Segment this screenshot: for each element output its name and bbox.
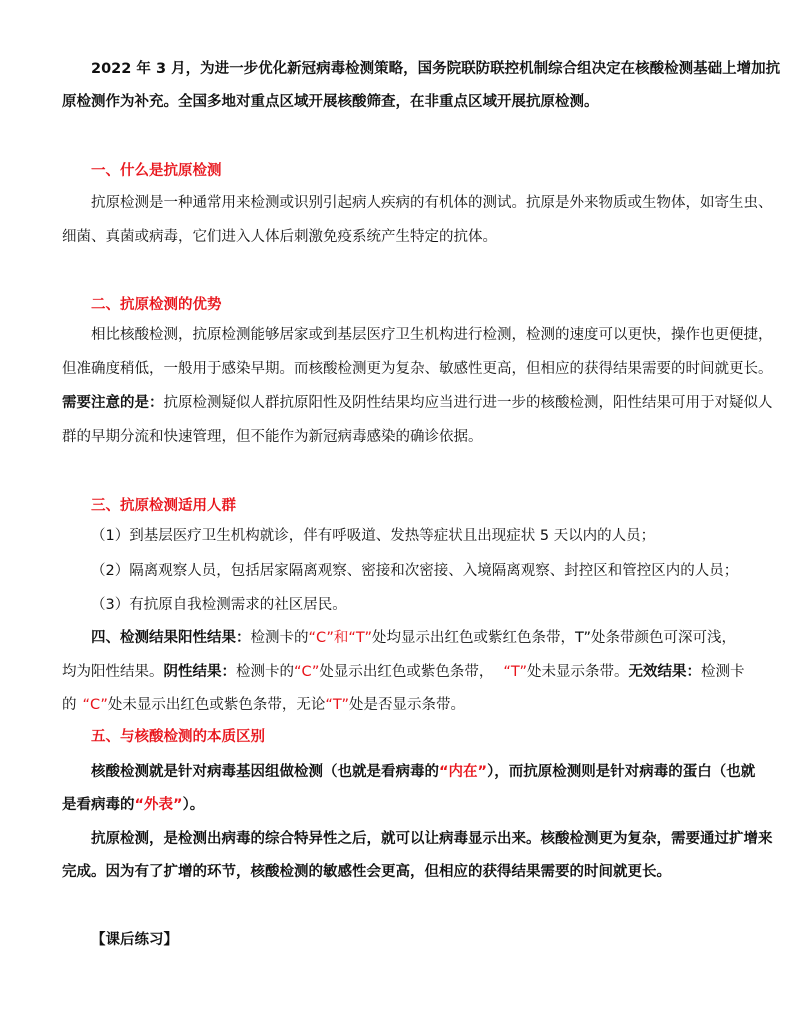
section-3-item-1: （1）到基层医疗卫生机构就诊，伴有呼吸道、发热等症状且出现症状 5 天以内的人员； [91,528,656,544]
section-3-heading: 三、抗原检测适用人群 [91,498,236,514]
text-span: ）。 [182,797,205,813]
text-span: 处是否显示条带。 [348,697,465,713]
practice-label: 【课后练习】 [91,932,178,948]
invalid-label: 无效结果： [628,664,701,680]
text-span: 检测卡的 [236,664,294,680]
c-marker: “C” [82,697,108,713]
text-span: ），而抗原检测则是针对病毒的蛋白（也就 [487,764,756,780]
section-5-line-3: 抗原检测，是检测出病毒的综合特异性之后，就可以让病毒显示出来。核酸检测更为复杂，需要通过扩增来 [91,831,773,847]
section-1-line-1: 抗原检测是一种通常用来检测或识别引起病人疾病的有机体的测试。抗原是外来物质或生物体，如寄生虫、 [91,195,773,211]
text-span: 处未显示条带。 [526,664,629,680]
text-span: 核酸检测就是针对病毒基因组做检测（也就是看病毒的 [91,764,439,780]
text-span: 均为阳性结果。 [62,664,164,680]
intro-line-1: 2022 年 3 月，为进一步优化新冠病毒检测策略，国务院联防联控机制综合组决定在核酸检测基础上增加抗 [91,61,781,77]
section-2-heading: 二、抗原检测的优势 [91,297,222,313]
negative-label: 阴性结果： [163,664,236,680]
ct-marker: “C”和“T” [308,630,372,646]
section-5-line-2 [62,795,204,815]
text-span: 处未显示出红色或紫色条带，无论 [107,697,326,713]
section-3-item-3: （3）有抗原自我检测需求的社区居民。 [91,597,347,613]
section-2-line-2: 但准确度稍低，一般用于感染早期。而核酸检测更为复杂、敏感性更高，但相应的获得结果需要的时间就更长。 [62,361,773,377]
section-1-heading: 一、什么是抗原检测 [91,163,222,179]
section-2-note-line-1 [62,393,773,413]
section-4-line-3 [62,695,465,715]
inner-marker: “内在” [439,764,488,780]
t-marker: “T” [325,697,349,713]
text-span: 处均显示出红色或紫红色条带，T”处条带颜色可深可浅， [371,630,737,646]
t-marker: “T” [503,664,527,680]
outer-marker: “外表” [134,797,183,813]
text-span: 检测卡的 [250,630,309,646]
text-span: 处显示出红色或紫色条带， [319,664,494,680]
section-4-line-2 [62,662,744,682]
intro-line-2: 原检测作为补充。全国多地对重点区域开展核酸筛查，在非重点区域开展抗原检测。 [62,94,599,110]
note-label: 需要注意的是： [62,395,164,411]
section-1-line-2: 细菌、真菌或病毒，它们进入人体后刺激免疫系统产生特定的抗体。 [62,229,497,245]
section-3-item-2: （2）隔离观察人员，包括居家隔离观察、密接和次密接、入境隔离观察、封控区和管控区内的人员； [91,563,739,579]
positive-label: 四、检测结果阳性结果： [91,630,251,646]
note-text: 抗原检测疑似人群抗原阳性及阴性结果均应当进行进一步的核酸检测，阳性结果可用于对疑似人 [163,395,773,411]
section-5-line-4: 完成。因为有了扩增的环节，核酸检测的敏感性会更高，但相应的获得结果需要的时间就更长。 [62,864,671,880]
section-5-line-1 [91,762,755,782]
section-5-heading: 五、与核酸检测的本质区别 [91,729,265,745]
c-marker: “C” [294,664,320,680]
section-2-line-1: 相比核酸检测，抗原检测能够居家或到基层医疗卫生机构进行检测，检测的速度可以更快，操作也更便捷， [91,327,773,343]
section-2-note-line-2: 群的早期分流和快速管理，但不能作为新冠病毒感染的确诊依据。 [62,429,483,445]
text-span: 检测卡 [700,664,745,680]
text-span: 的 [62,697,77,713]
text-span: 是看病毒的 [62,797,135,813]
section-4-line-1 [91,628,736,648]
